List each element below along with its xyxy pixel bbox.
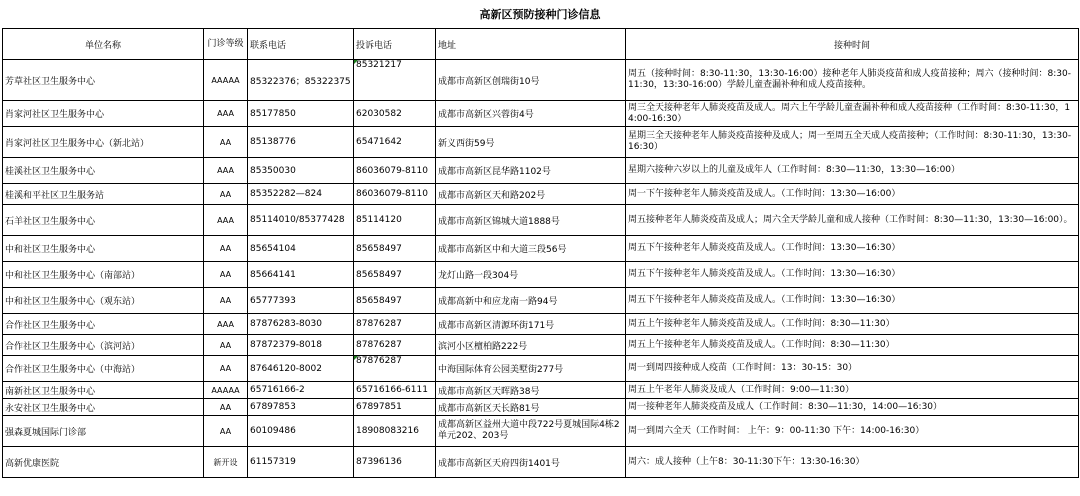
cell-address: 成都市高新区天长路81号 xyxy=(436,399,626,416)
cell-level: AA xyxy=(204,184,248,205)
cell-complaint: 87396136 xyxy=(354,447,436,478)
cell-level: AAA xyxy=(204,205,248,236)
table-row xyxy=(3,184,1079,205)
table-row xyxy=(3,60,1079,101)
cell-time: 周三全天接种老年人肺炎疫苗及成人。周六上午学龄儿童查漏补种和成人疫苗接种（工作时间：8:30-11:30，14:00-16:30） xyxy=(626,101,1079,127)
cell-phone: 61157319 xyxy=(248,447,354,478)
cell-phone: 60109486 xyxy=(248,416,354,447)
page-title: 高新区预防接种门诊信息 xyxy=(479,8,601,21)
cell-complaint: 87876287 xyxy=(354,356,436,382)
header-level: 门诊等级 xyxy=(204,29,248,60)
header-time: 接种时间 xyxy=(626,29,1079,60)
cell-name: 合作社区卫生服务中心 xyxy=(3,314,204,335)
cell-time: 周一下午接种老年人肺炎疫苗及成人。（工作时间：13:30—16:00） xyxy=(626,184,1079,205)
cell-address: 成都市高新区昆华路1102号 xyxy=(436,158,626,184)
cell-phone: 87872379-8018 xyxy=(248,335,354,356)
cell-complaint: 85658497 xyxy=(354,288,436,314)
cell-name: 桂溪社区卫生服务中心 xyxy=(3,158,204,184)
cell-name: 中和社区卫生服务中心 xyxy=(3,236,204,262)
cell-name: 芳草社区卫生服务中心 xyxy=(3,60,204,101)
header-phone: 联系电话 xyxy=(248,29,354,60)
cell-time: 周五接种老年人肺炎疫苗及成人；周六全天学龄儿童和成人接种（工作时间：8:30—11:30，13:30—16:00）。 xyxy=(626,205,1079,236)
cell-phone: 67897853 xyxy=(248,399,354,416)
cell-address: 成都市高新区创瑞街10号 xyxy=(436,60,626,101)
cell-complaint: 85658497 xyxy=(354,262,436,288)
cell-complaint: 67897851 xyxy=(354,399,436,416)
cell-name: 合作社区卫生服务中心（滨河站） xyxy=(3,335,204,356)
cell-time: 周一到周四接种成人疫苗（工作时间：13：30-15：30） xyxy=(626,356,1079,382)
cell-complaint: 65716166-6111 xyxy=(354,382,436,399)
cell-complaint: 85658497 xyxy=(354,236,436,262)
cell-time: 周五上午接种老年人肺炎疫苗及成人。（工作时间：8:30—11:30） xyxy=(626,314,1079,335)
cell-time: 周五上午接种老年人肺炎疫苗及成人。（工作时间：8:30—11:30） xyxy=(626,335,1079,356)
cell-address: 成都高新中和应龙南一路94号 xyxy=(436,288,626,314)
cell-complaint: 87876287 xyxy=(354,314,436,335)
cell-name: 桂溪和平社区卫生服务站 xyxy=(3,184,204,205)
cell-name: 高新优康医院 xyxy=(3,447,204,478)
table-row xyxy=(3,335,1079,356)
table-row xyxy=(3,447,1079,478)
cell-address: 成都市高新区兴蓉街4号 xyxy=(436,101,626,127)
cell-address: 成都市高新区天和路202号 xyxy=(436,184,626,205)
table-row xyxy=(3,158,1079,184)
header-address: 地址 xyxy=(436,29,626,60)
cell-complaint: 18908083216 xyxy=(354,416,436,447)
cell-time: 周六：成人接种（上午8：30-11:30下午：13:30-16:30） xyxy=(626,447,1079,478)
cell-complaint: 85114120 xyxy=(354,205,436,236)
cell-phone: 87646120-8002 xyxy=(248,356,354,382)
cell-complaint: 86036079-8110 xyxy=(354,184,436,205)
cell-phone: 85322376；85322375 xyxy=(248,60,354,101)
cell-name: 肖家河社区卫生服务中心（新北站） xyxy=(3,127,204,158)
cell-phone: 85664141 xyxy=(248,262,354,288)
table-row xyxy=(3,314,1079,335)
cell-time: 周一接种老年人肺炎疫苗及成人（工作时间：8:30—11:30，14:00—16:30） xyxy=(626,399,1079,416)
cell-level: AAAAA xyxy=(204,60,248,101)
cell-time: 周五下午接种老年人肺炎疫苗及成人。（工作时间：13:30—16:30） xyxy=(626,236,1079,262)
cell-time: 星期三全天接种老年人肺炎疫苗接种及成人；周一至周五全天成人疫苗接种；（工作时间：8:30-11:30，13:30-16:30） xyxy=(626,127,1079,158)
table-row xyxy=(3,288,1079,314)
cell-level: AAA xyxy=(204,101,248,127)
cell-time: 周五下午接种老年人肺炎疫苗及成人。（工作时间：13:30—16:30） xyxy=(626,262,1079,288)
cell-name: 永安社区卫生服务中心 xyxy=(3,399,204,416)
table-row xyxy=(3,416,1079,447)
cell-level: AA xyxy=(204,127,248,158)
cell-name: 石羊社区卫生服务中心 xyxy=(3,205,204,236)
cell-phone: 85114010/85377428 xyxy=(248,205,354,236)
table-row xyxy=(3,356,1079,382)
cell-address: 新义西街59号 xyxy=(436,127,626,158)
cell-phone: 85352282—824 xyxy=(248,184,354,205)
cell-complaint: 85321217 xyxy=(354,60,436,101)
table-row xyxy=(3,101,1079,127)
cell-phone: 85138776 xyxy=(248,127,354,158)
cell-complaint: 86036079-8110 xyxy=(354,158,436,184)
cell-time: 星期六接种六岁以上的儿童及成年人（工作时间：8:30—11:30，13:30—16:00） xyxy=(626,158,1079,184)
cell-phone: 87876283-8030 xyxy=(248,314,354,335)
cell-level: 新开设 xyxy=(204,447,248,478)
table-row xyxy=(3,399,1079,416)
table-row xyxy=(3,127,1079,158)
cell-address: 中海国际体育公园美墅街277号 xyxy=(436,356,626,382)
cell-phone: 65777393 xyxy=(248,288,354,314)
cell-address: 成都高新区益州大道中段722号夏城国际4栋2单元202、203号 xyxy=(436,416,626,447)
cell-time: 周五（接种时间：8:30-11:30，13:30-16:00）接种老年人肺炎疫苗和成人疫苗接种；周六（接种时间：8:30-11:30，13:30-16:00）学龄儿童查漏补种和成人疫苗接种。 xyxy=(626,60,1079,101)
cell-time: 周一到周六全天（工作时间： 上午：9：00-11:30 下午：14:00-16:30） xyxy=(626,416,1079,447)
cell-complaint: 62030582 xyxy=(354,101,436,127)
cell-level: AA xyxy=(204,288,248,314)
cell-name: 强森夏城国际门诊部 xyxy=(3,416,204,447)
cell-name: 中和社区卫生服务中心（南部站） xyxy=(3,262,204,288)
cell-level: AA xyxy=(204,399,248,416)
table-row xyxy=(3,262,1079,288)
cell-phone: 85177850 xyxy=(248,101,354,127)
cell-address: 滨河小区檀柏路222号 xyxy=(436,335,626,356)
cell-complaint: 65471642 xyxy=(354,127,436,158)
cell-level: AA xyxy=(204,236,248,262)
cell-address: 成都市高新区天晖路38号 xyxy=(436,382,626,399)
header-name: 单位名称 xyxy=(3,29,204,60)
table-row xyxy=(3,236,1079,262)
cell-level: AA xyxy=(204,416,248,447)
cell-address: 成都市高新区中和大道三段56号 xyxy=(436,236,626,262)
cell-address: 龙灯山路一段304号 xyxy=(436,262,626,288)
clinic-table xyxy=(2,28,1079,478)
cell-name: 合作社区卫生服务中心（中海站） xyxy=(3,356,204,382)
cell-time: 周五下午接种老年人肺炎疫苗及成人。（工作时间：13:30—16:30） xyxy=(626,288,1079,314)
cell-level: AA xyxy=(204,262,248,288)
cell-complaint: 87876287 xyxy=(354,335,436,356)
header-complaint: 投诉电话 xyxy=(354,29,436,60)
table-header-row xyxy=(3,29,1079,60)
cell-name: 中和社区卫生服务中心（观东站） xyxy=(3,288,204,314)
cell-phone: 85350030 xyxy=(248,158,354,184)
cell-phone: 65716166-2 xyxy=(248,382,354,399)
cell-level: AA xyxy=(204,335,248,356)
cell-level: AAA xyxy=(204,158,248,184)
cell-name: 南新社区卫生服务中心 xyxy=(3,382,204,399)
cell-time: 周五上午老年人肺炎及成人（工作时间：9:00—11:30） xyxy=(626,382,1079,399)
cell-level: AAA xyxy=(204,314,248,335)
cell-address: 成都市高新区天府四街1401号 xyxy=(436,447,626,478)
cell-address: 成都市高新区清源环街171号 xyxy=(436,314,626,335)
table-row xyxy=(3,205,1079,236)
cell-level: AA xyxy=(204,356,248,382)
cell-address: 成都市高新区锦城大道1888号 xyxy=(436,205,626,236)
table-row xyxy=(3,382,1079,399)
cell-name: 肖家河社区卫生服务中心 xyxy=(3,101,204,127)
cell-phone: 85654104 xyxy=(248,236,354,262)
cell-level: AAAAA xyxy=(204,382,248,399)
